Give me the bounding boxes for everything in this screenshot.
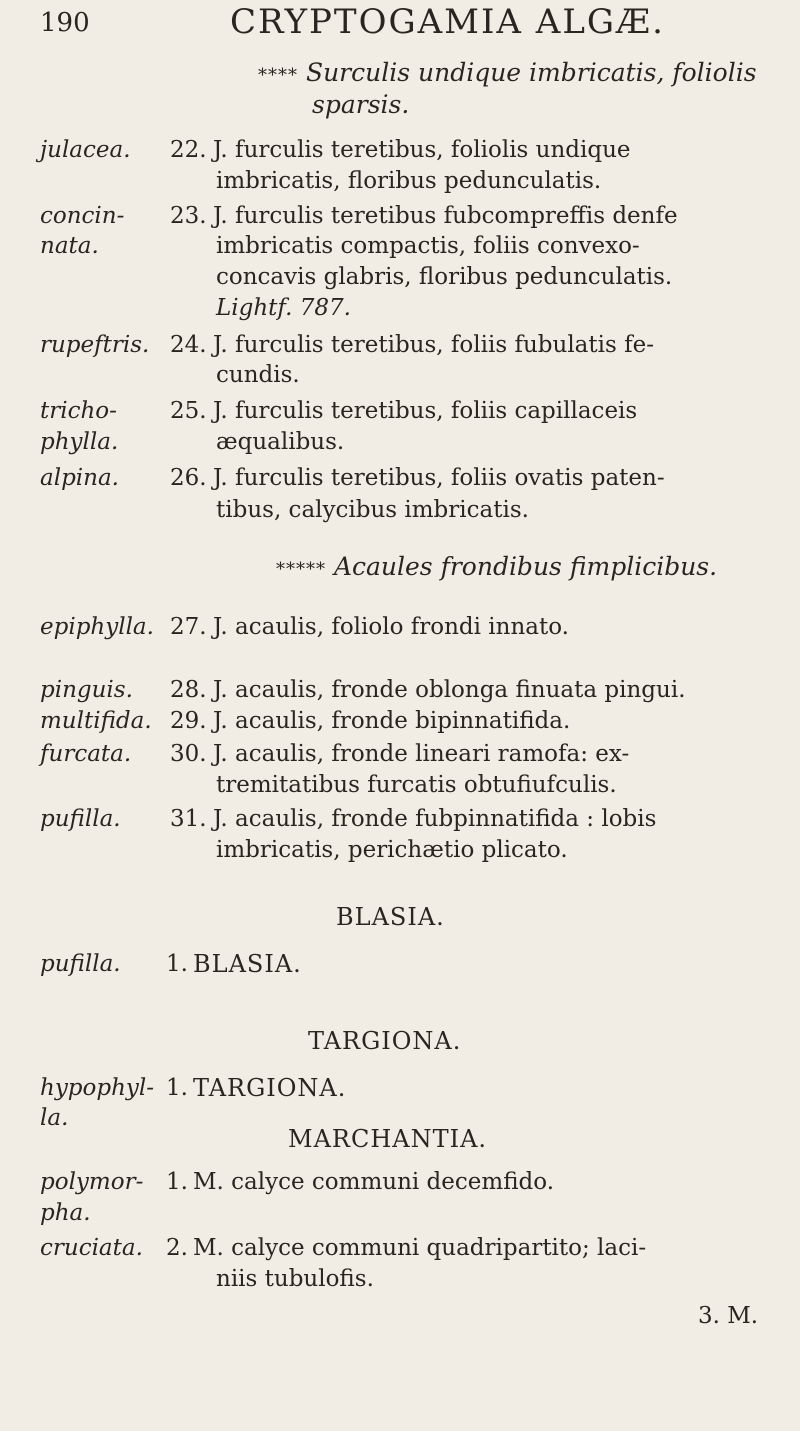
margin-label: la. [40, 1105, 69, 1131]
entry-number: 22. [170, 137, 207, 163]
entry-line: J. acaulis, fronde lineari ramofa: ex- [213, 741, 630, 767]
entry-line: niis tubulofis. [216, 1266, 374, 1292]
margin-label: nata. [40, 233, 99, 259]
margin-label: pinguis. [40, 677, 133, 703]
entry-line: M. calyce communi decemfido. [193, 1169, 555, 1195]
margin-label: polymor- [40, 1169, 144, 1195]
entry-line: J. acaulis, foliolo frondi innato. [213, 614, 569, 640]
genus-entry: BLASIA. [193, 950, 302, 978]
genus-heading: MARCHANTIA. [288, 1125, 488, 1153]
entry-line: J. furculis teretibus fubcompreffis denfe [213, 203, 678, 229]
margin-label: hypophyl- [40, 1075, 155, 1101]
entry-number: 1. [166, 1075, 188, 1101]
entry-number: 31. [170, 806, 207, 832]
margin-label: epiphylla. [40, 614, 154, 640]
page-number: 190 [40, 8, 90, 38]
entry-line: imbricatis, perichætio plicato. [216, 837, 568, 863]
margin-label: phylla. [40, 429, 119, 455]
entry-line: J. furculis teretibus, foliis capillaceis [213, 398, 638, 424]
entry-line: cundis. [216, 362, 300, 388]
genus-heading: TARGIONA. [308, 1027, 462, 1055]
section-title: Acaules frondibus fimplicibus. [333, 552, 718, 581]
section-heading-2 [276, 552, 717, 581]
entry-number: 27. [170, 614, 207, 640]
entry-line: J. acaulis, fronde fubpinnatifida : lobis [213, 806, 657, 832]
margin-label: pufilla. [40, 806, 121, 832]
margin-label: pha. [40, 1200, 91, 1226]
section-title-a: Surculis undique imbricatis, foliolis [305, 58, 757, 87]
entry-number: 24. [170, 332, 207, 358]
entry-line: æqualibus. [216, 429, 345, 455]
margin-label: rupeftris. [40, 332, 150, 358]
margin-label: cruciata. [40, 1235, 143, 1261]
entry-line: imbricatis, floribus pedunculatis. [216, 168, 602, 194]
entry-number: 2. [166, 1235, 188, 1261]
entry-number: 30. [170, 741, 207, 767]
margin-label: multifida. [40, 708, 152, 734]
margin-label: julacea. [40, 137, 131, 163]
entry-line: imbricatis compactis, foliis convexo- [216, 233, 640, 259]
section-stars: ***** [276, 559, 326, 580]
entry-line: tremitatibus furcatis obtufiufculis. [216, 772, 617, 798]
section-stars: **** [258, 65, 298, 86]
entry-line: M. calyce communi quadripartito; laci- [193, 1235, 647, 1261]
margin-label: pufilla. [40, 951, 121, 977]
genus-heading: BLASIA. [336, 903, 445, 931]
entry-number: 25. [170, 398, 207, 424]
entry-reference: Lightf. 787. [216, 295, 351, 321]
entry-line: J. acaulis, fronde bipinnatifida. [213, 708, 571, 734]
genus-entry: TARGIONA. [193, 1074, 347, 1102]
entry-number: 1. [166, 951, 188, 977]
entry-number: 23. [170, 203, 207, 229]
margin-label: tricho- [40, 398, 117, 424]
entry-line: tibus, calycibus imbricatis. [216, 497, 529, 523]
entry-number: 28. [170, 677, 207, 703]
entry-line: J. furculis teretibus, foliis fubulatis fe- [213, 332, 654, 358]
entry-number: 29. [170, 708, 207, 734]
entry-line: J. acaulis, fronde oblonga finuata pingui. [213, 677, 686, 703]
entry-line: concavis glabris, floribus pedunculatis. [216, 264, 673, 290]
margin-label: furcata. [40, 741, 132, 767]
entry-number: 1. [166, 1169, 188, 1195]
margin-label: alpina. [40, 465, 119, 491]
entry-line: J. furculis teretibus, foliolis undique [213, 137, 631, 163]
section-title-b: sparsis. [312, 90, 410, 119]
section-heading-1 [258, 58, 757, 87]
entry-number: 26. [170, 465, 207, 491]
catchword: 3. M. [698, 1303, 759, 1329]
entry-line: J. furculis teretibus, foliis ovatis paten- [213, 465, 665, 491]
margin-label: concin- [40, 203, 125, 229]
running-head: CRYPTOGAMIA ALGÆ. [230, 2, 665, 42]
